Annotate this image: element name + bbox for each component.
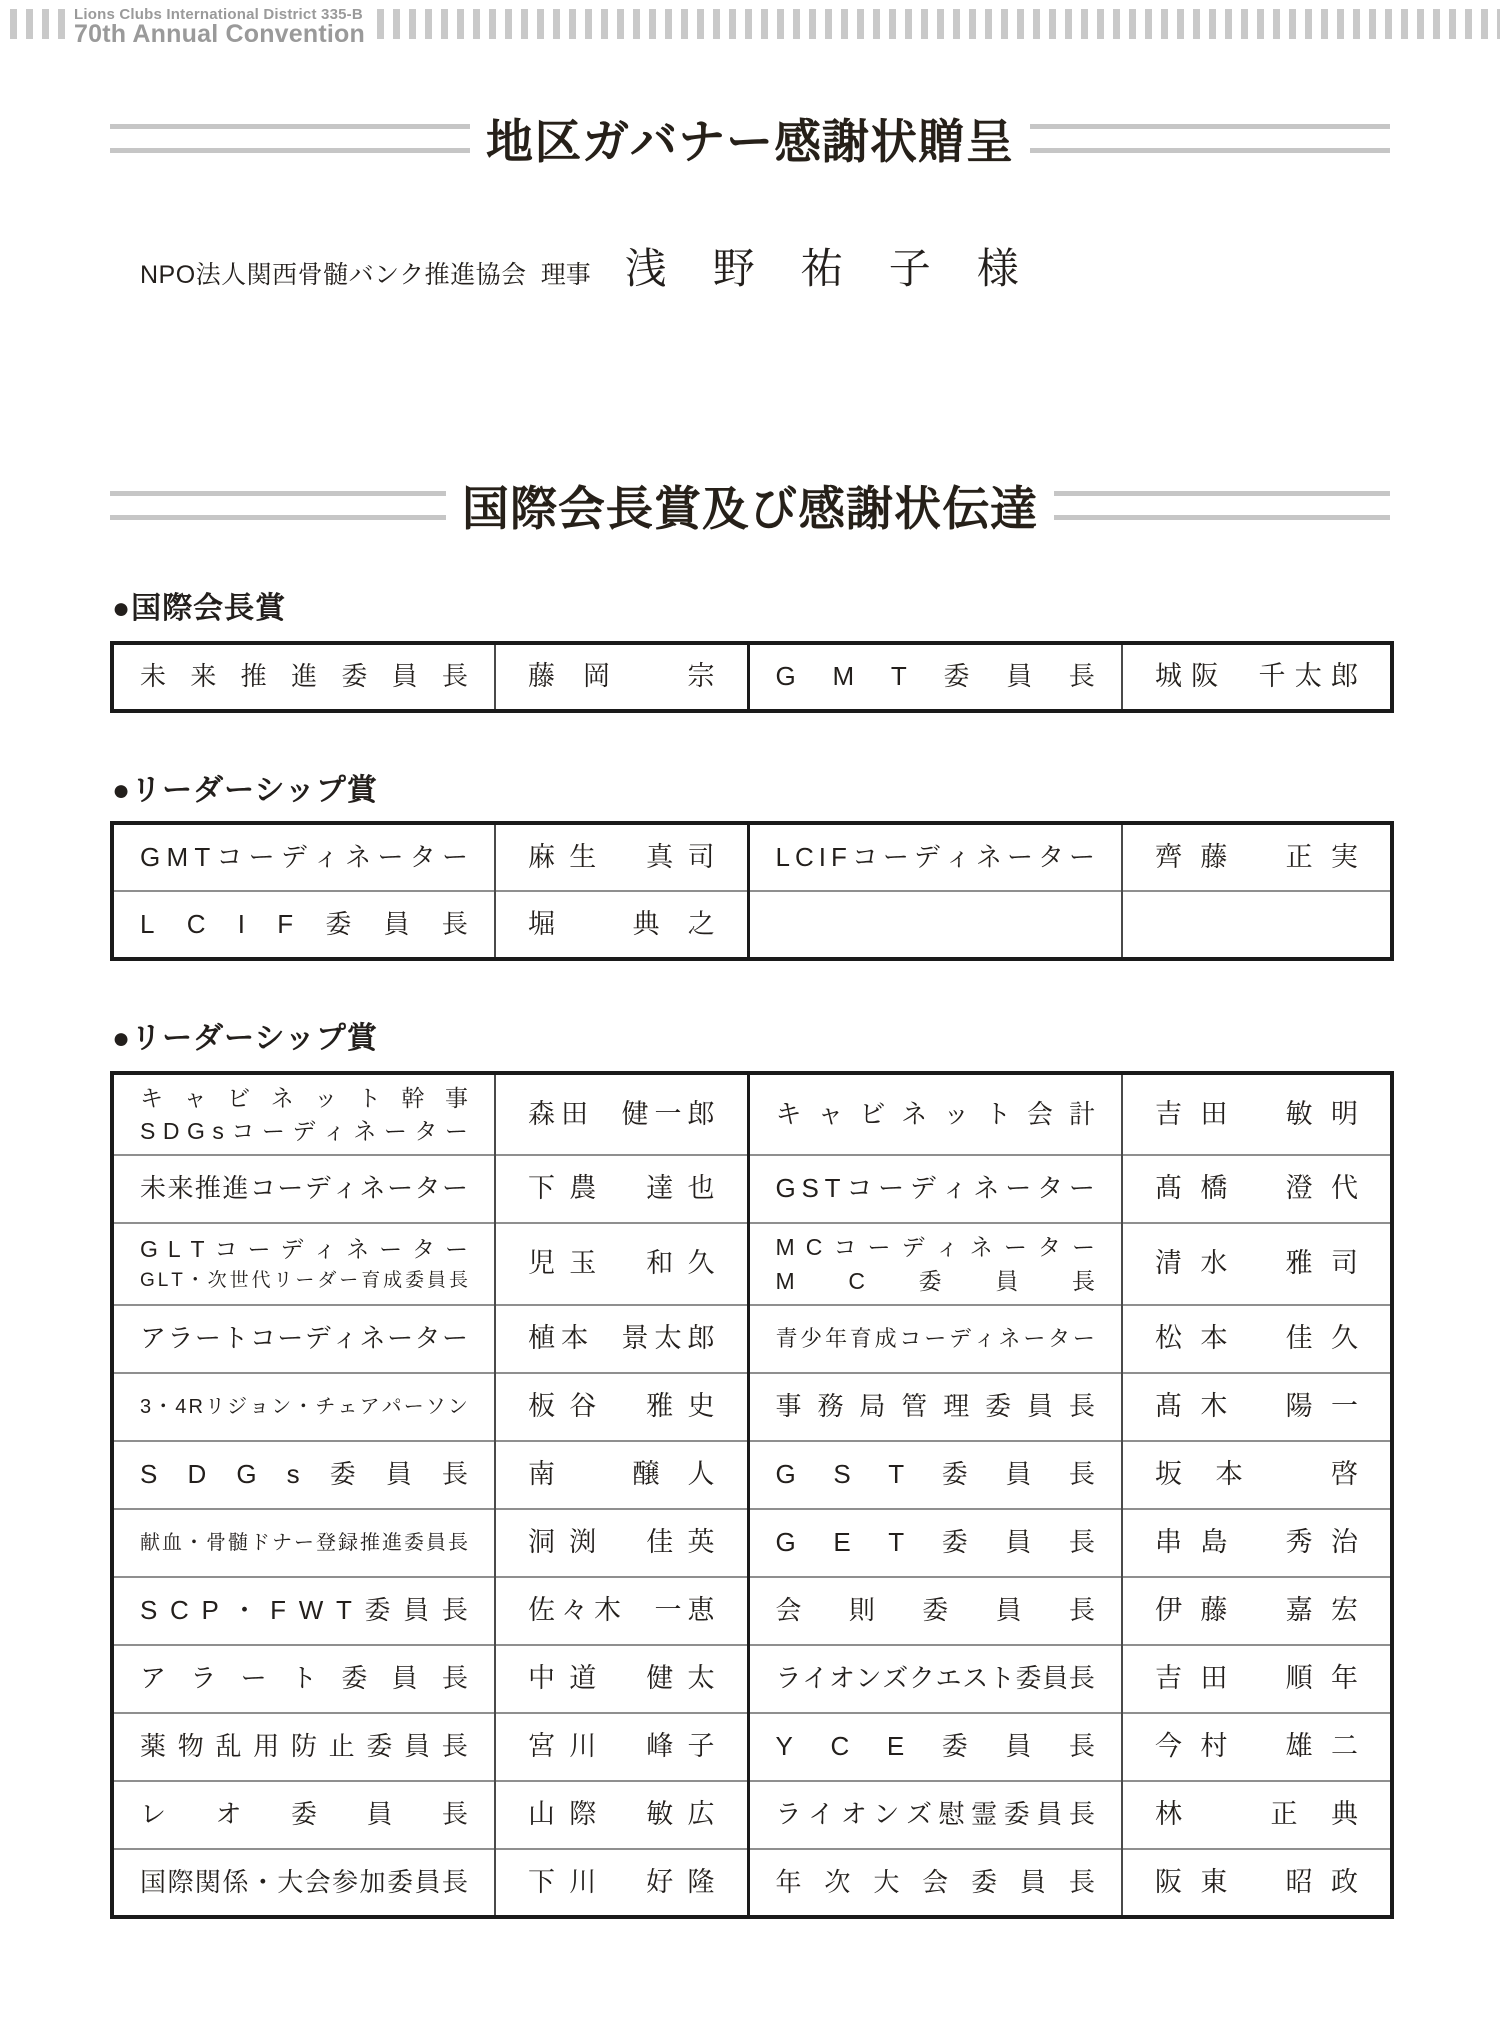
cell-text-line: G L T コ ー デ ィ ネ ー タ ー xyxy=(140,1236,468,1263)
awards-title-band xyxy=(110,472,1390,539)
award-title-cell xyxy=(748,1849,1122,1917)
cell-text-line: ラ イ オ ン ズ 慰 霊 委 員 長 xyxy=(775,1799,1095,1830)
governor-title-band xyxy=(110,105,1390,172)
cell-text-line: L C I F 委 員 長 xyxy=(140,908,468,939)
award-title-cell xyxy=(748,1373,1122,1441)
subsection-heading-leadership-award-1: ●リーダーシップ賞 xyxy=(112,774,378,807)
cell-text-line: 麻 生 真 司 xyxy=(528,841,715,872)
award-row xyxy=(112,1305,1392,1373)
cell-text-line: 下 農 達 也 xyxy=(528,1173,715,1204)
decorative-bars-right xyxy=(377,9,1500,39)
award-title-cell xyxy=(748,1645,1122,1713)
cell-text-line: 植 本 景 太 郎 xyxy=(528,1323,715,1354)
leadership-award-table-1 xyxy=(110,821,1394,961)
cell-text-line: レ オ 委 員 長 xyxy=(140,1799,468,1830)
recipient-name-cell xyxy=(1122,1781,1392,1849)
cell-text-line: キ ャ ビ ネ ッ ト 会 計 xyxy=(775,1098,1095,1129)
cell-text-line: 児 玉 和 久 xyxy=(528,1248,715,1279)
recipient-name-cell xyxy=(495,1073,748,1155)
award-title-cell xyxy=(112,1713,495,1781)
award-title-cell xyxy=(112,1155,495,1223)
header-text xyxy=(74,7,365,48)
award-title-cell xyxy=(748,1441,1122,1509)
cell-text-line: 坂 本 啓 xyxy=(1155,1459,1358,1490)
band-line-left xyxy=(110,491,446,520)
cell-text-line: 髙 橋 澄 代 xyxy=(1155,1173,1358,1204)
award-row xyxy=(112,1223,1392,1305)
recipient-name-cell xyxy=(495,1373,748,1441)
award-row xyxy=(112,1509,1392,1577)
cell-text-line: キ ャ ビ ネ ッ ト 幹 事 xyxy=(140,1084,468,1111)
cell-text-line: 清 水 雅 司 xyxy=(1155,1248,1358,1279)
recipient-name-cell xyxy=(1122,1073,1392,1155)
recipient-name-cell xyxy=(1122,1577,1392,1645)
subsection-heading-leadership-award-2: ●リーダーシップ賞 xyxy=(112,1022,378,1055)
award-row xyxy=(112,823,1392,891)
recipient-name-cell xyxy=(1122,1441,1392,1509)
recipient-name-cell xyxy=(495,1305,748,1373)
cell-text-line: 洞 渕 佳 英 xyxy=(528,1527,715,1558)
award-title-cell xyxy=(112,1849,495,1917)
cell-text-line: 年 次 大 会 委 員 長 xyxy=(775,1866,1095,1897)
recipient-name-cell xyxy=(495,1645,748,1713)
award-title-cell xyxy=(112,1073,495,1155)
band-line-left xyxy=(110,124,470,153)
page-header xyxy=(0,0,1500,49)
award-row xyxy=(112,1849,1392,1917)
cell-text-line: 松 本 佳 久 xyxy=(1155,1323,1358,1354)
recipient-name-cell xyxy=(495,1781,748,1849)
recipient-name: 浅 野 祐 子 xyxy=(624,245,931,292)
award-title-cell xyxy=(112,1441,495,1509)
award-title-cell xyxy=(748,1713,1122,1781)
cell-text-line: 中 道 健 太 xyxy=(528,1663,715,1694)
cell-text-line: G S T コ ー デ ィ ネ ー タ ー xyxy=(775,1173,1095,1204)
recipient-name-cell xyxy=(1122,1645,1392,1713)
cell-text-line: L C I F コ ー デ ィ ネ ー タ ー xyxy=(775,841,1095,872)
cell-text-line: 山 際 敏 広 xyxy=(528,1799,715,1830)
award-title-cell xyxy=(748,1073,1122,1155)
award-title-cell xyxy=(748,1577,1122,1645)
recipient-name-cell xyxy=(1122,1155,1392,1223)
award-title-cell xyxy=(112,823,495,891)
cell-text-line: 林 正 典 xyxy=(1155,1799,1358,1830)
recipient-name-cell xyxy=(495,1441,748,1509)
cell-text-line: G E T 委 員 長 xyxy=(775,1527,1095,1558)
cell-text-line: 下 川 好 隆 xyxy=(528,1866,715,1897)
award-row xyxy=(112,1645,1392,1713)
award-title-cell xyxy=(748,1781,1122,1849)
award-row xyxy=(112,1713,1392,1781)
recipient-name-cell xyxy=(495,1713,748,1781)
cell-text-line: 事 務 局 管 理 委 員 長 xyxy=(775,1391,1095,1422)
recipient-organization: NPO法人関西骨髄バンク推進協会 xyxy=(140,261,527,289)
award-title-cell xyxy=(112,1509,495,1577)
cell-text-line: 齊 藤 正 実 xyxy=(1155,841,1358,872)
award-row xyxy=(112,643,1392,711)
recipient-name-cell xyxy=(1122,1509,1392,1577)
cell-text-line: 国 際 関 係 ・ 大 会 参 加 委 員 長 xyxy=(140,1866,468,1897)
recipient-name-cell xyxy=(1122,1305,1392,1373)
cell-text-line: ア ラ ー ト コ ー デ ィ ネ ー タ ー xyxy=(140,1323,468,1354)
cell-text-line: 吉 田 敏 明 xyxy=(1155,1098,1358,1129)
cell-text-line: ラ イ オ ン ズ ク エ ス ト 委 員 長 xyxy=(775,1663,1095,1694)
award-title-cell xyxy=(112,1223,495,1305)
recipient-name-cell xyxy=(495,1509,748,1577)
cell-text-line: 未 来 推 進 委 員 長 xyxy=(140,661,468,692)
awards-section-title: 国際会長賞及び感謝状伝達 xyxy=(462,482,1038,535)
cell-text-line: 薬 物 乱 用 防 止 委 員 長 xyxy=(140,1731,468,1762)
band-line-right xyxy=(1030,124,1390,153)
award-title-cell xyxy=(112,1781,495,1849)
honorific: 様 xyxy=(976,245,1019,292)
award-row xyxy=(112,1781,1392,1849)
cell-text-line: 青 少 年 育 成 コ ー デ ィ ネ ー タ ー xyxy=(775,1326,1095,1352)
governor-section-title: 地区ガバナー感謝状贈呈 xyxy=(486,115,1014,168)
recipient-name-cell xyxy=(495,643,748,711)
recipient-role: 理事 xyxy=(540,261,591,289)
cell-text-line: 城 阪 千 太 郎 xyxy=(1155,661,1358,692)
convention-name: 70th Annual Convention xyxy=(74,20,365,49)
award-title-cell xyxy=(748,1223,1122,1305)
cell-text-line: G M T 委 員 長 xyxy=(775,661,1095,692)
recipient-name-cell xyxy=(1122,1849,1392,1917)
recipient-name-cell xyxy=(1122,1713,1392,1781)
recipient-name-cell xyxy=(1122,823,1392,891)
cell-text-line: 森 田 健 一 郎 xyxy=(528,1098,715,1129)
decorative-bars-left xyxy=(10,9,65,39)
cell-text-line: S D G s 委 員 長 xyxy=(140,1459,468,1490)
cell-text-line: 吉 田 順 年 xyxy=(1155,1663,1358,1694)
award-title-cell xyxy=(748,1305,1122,1373)
cell-text-line: S D G s コ ー デ ィ ネ ー タ ー xyxy=(140,1118,468,1144)
district-name: Lions Clubs International District 335-B xyxy=(74,6,363,23)
cell-text-line: 佐 々 木 一 恵 xyxy=(528,1595,715,1626)
recipient-name-cell xyxy=(1122,891,1392,959)
cell-text-line: S C P ・ F W T 委 員 長 xyxy=(140,1595,468,1626)
cell-text-line: M C コ ー デ ィ ネ ー タ ー xyxy=(775,1234,1095,1261)
cell-text-line: G M T コ ー デ ィ ネ ー タ ー xyxy=(140,841,468,872)
recipient-name-cell xyxy=(1122,1373,1392,1441)
subsection-heading-international-presidents-award: ●国際会長賞 xyxy=(112,592,287,625)
recipient-name-cell xyxy=(495,1223,748,1305)
cell-text-line: 会 則 委 員 長 xyxy=(775,1595,1095,1626)
recipient-line xyxy=(140,236,1500,296)
recipient-name-cell xyxy=(495,1155,748,1223)
recipient-name-cell xyxy=(1122,643,1392,711)
cell-text-line: Y C E 委 員 長 xyxy=(775,1731,1095,1762)
cell-text-line: ア ラ ー ト 委 員 長 xyxy=(140,1663,468,1694)
international-presidents-award-table xyxy=(110,641,1394,713)
award-title-cell xyxy=(112,1577,495,1645)
award-row xyxy=(112,1373,1392,1441)
cell-text-line: 髙 木 陽 一 xyxy=(1155,1391,1358,1422)
cell-text-line: 今 村 雄 二 xyxy=(1155,1731,1358,1762)
cell-text-line: G L T ・ 次 世 代 リ ー ダ ー 育 成 委 員 長 xyxy=(140,1269,468,1291)
award-title-cell xyxy=(112,1373,495,1441)
award-title-cell xyxy=(112,643,495,711)
cell-text-line: 3 ・ 4 R リ ジ ョ ン ・ チ ェ ア パ ー ソ ン xyxy=(140,1395,468,1418)
award-title-cell xyxy=(748,643,1122,711)
cell-text-line: 未 来 推 進 コ ー デ ィ ネ ー タ ー xyxy=(140,1173,468,1204)
leadership-award-table-2 xyxy=(110,1071,1394,1919)
cell-text-line: G S T 委 員 長 xyxy=(775,1459,1095,1490)
cell-text-line: M C 委 員 長 xyxy=(775,1267,1095,1294)
award-row xyxy=(112,1577,1392,1645)
band-line-right xyxy=(1054,491,1390,520)
award-title-cell xyxy=(112,1305,495,1373)
recipient-name-cell xyxy=(495,891,748,959)
award-title-cell xyxy=(748,823,1122,891)
award-title-cell xyxy=(748,1155,1122,1223)
cell-text-line: 串 島 秀 治 xyxy=(1155,1527,1358,1558)
recipient-name-cell xyxy=(1122,1223,1392,1305)
cell-text-line: 献 血 ・ 骨 髄 ド ナ ー 登 録 推 進 委 員 長 xyxy=(140,1531,468,1554)
award-row xyxy=(112,1073,1392,1155)
recipient-name-cell xyxy=(495,1577,748,1645)
award-title-cell xyxy=(748,891,1122,959)
award-row xyxy=(112,891,1392,959)
recipient-name-cell xyxy=(495,1849,748,1917)
cell-text-line: 藤 岡 宗 xyxy=(528,661,715,692)
award-title-cell xyxy=(748,1509,1122,1577)
award-row xyxy=(112,1155,1392,1223)
cell-text-line: 南 醸 人 xyxy=(528,1459,715,1490)
cell-text-line: 板 谷 雅 史 xyxy=(528,1391,715,1422)
cell-text-line: 宮 川 峰 子 xyxy=(528,1731,715,1762)
award-title-cell xyxy=(112,1645,495,1713)
award-title-cell xyxy=(112,891,495,959)
cell-text-line: 伊 藤 嘉 宏 xyxy=(1155,1595,1358,1626)
recipient-name-cell xyxy=(495,823,748,891)
cell-text-line: 堀 典 之 xyxy=(528,908,715,939)
cell-text-line: 阪 東 昭 政 xyxy=(1155,1866,1358,1897)
award-row xyxy=(112,1441,1392,1509)
